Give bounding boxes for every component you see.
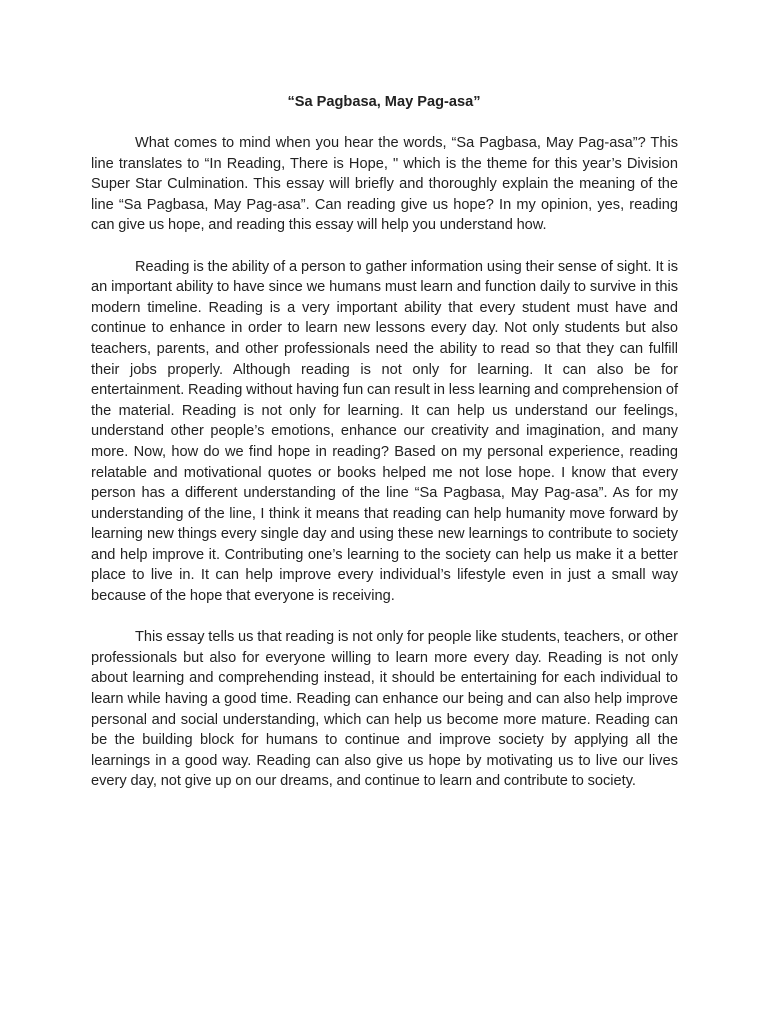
essay-body [91, 133, 678, 792]
paragraph-conclusion: This essay tells us that reading is not only for people like students, teachers, or other professionals but also for everyone willing to learn more every day. Reading is not only about learning and comprehending instead, it should be entertaining for each individual to learn while having a good time. Reading can enhance our being and can also help improve personal and social understanding, which can help us become more mature. Reading can be the building block for humans to continue and improve society by applying all the learnings in a good way. Reading can also give us hope by motivating us to live our lives every day, not give up on our dreams, and continue to learn and contribute to society. [91, 629, 678, 790]
paragraph-body: Reading is the ability of a person to gather information using their sense of sight. It is an important ability to have since we humans must learn and function daily to survive in this modern timeline. Reading is a very important ability that every student must have and continue to enhance in order to learn new lessons every day. Not only students but also teachers, parents, and other professionals need the ability to read so that they can fulfill their jobs properly. Although reading is not only for learning. It can also be for entertainment. Reading without having fun can result in less learning and comprehension of the material. Reading is not only for learning. It can help us understand our feelings, understand other people’s emotions, enhance our creativity and imagination, and many more. Now, how do we find hope in reading? Based on my personal experience, reading relatable and motivational quotes or books helped me not lose hope. I know that every person has a different understanding of the line “Sa Pagbasa, May Pag-asa”. As for my understanding of the line, I think it means that reading can help humanity move forward by learning new things every single day and using these new learnings to contribute to society and help improve it. Contributing one’s learning to the society can help us make it a better place to live in. It can help improve every individual’s lifestyle even in just a small way because of the hope that everyone is receiving. [91, 258, 678, 605]
paragraph-intro: What comes to mind when you hear the words, “Sa Pagbasa, May Pag-asa”? This line translates to “In Reading, There is Hope, " which is the theme for this year’s Division Super Star Culmination. This essay will briefly and thoroughly explain the meaning of the line “Sa Pagbasa, May Pag-asa”. Can reading give us hope? In my opinion, yes, reading can give us hope, and reading this essay will help you understand how. [91, 135, 678, 234]
essay-title: “Sa Pagbasa, May Pag-asa” [287, 94, 481, 110]
